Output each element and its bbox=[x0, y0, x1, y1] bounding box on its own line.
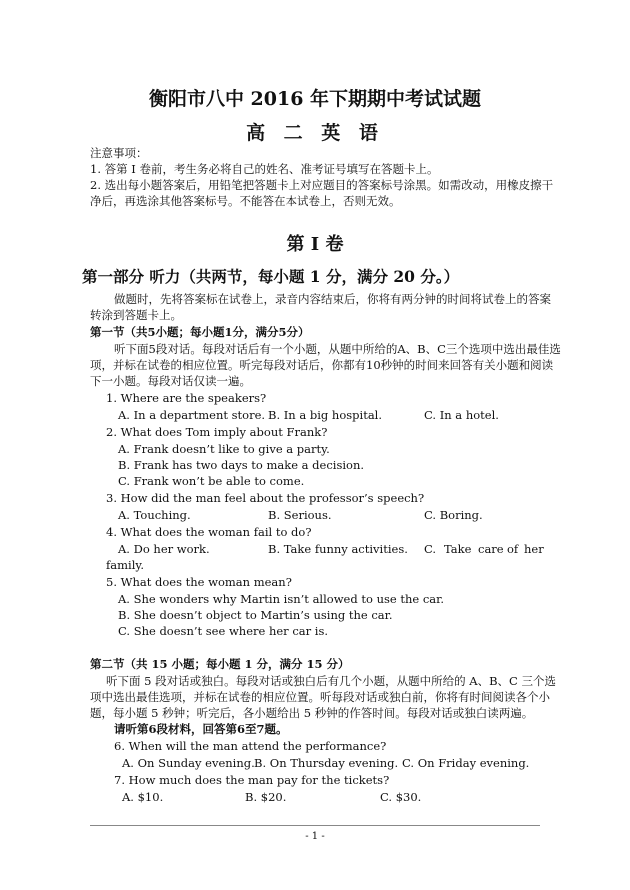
question-3-option-a: A. Touching. bbox=[118, 508, 191, 522]
part1-heading: 第一部分 听力（共两节，每小题 1 分，满分 20 分。） bbox=[82, 267, 460, 286]
question-7-option-b: B. $20. bbox=[245, 790, 287, 804]
question-3-option-b: B. Serious. bbox=[268, 508, 332, 522]
question-6-option-b: B. On Thursday evening. bbox=[254, 756, 399, 770]
question-1-option-a: A. In a department store. bbox=[118, 408, 266, 422]
question-7-option-c: C. $30. bbox=[380, 790, 422, 804]
section1-intro-line-3: 下一小题。每段对话仅读一遍。 bbox=[90, 374, 251, 388]
notice-heading: 注意事项： bbox=[90, 146, 148, 160]
footer-divider bbox=[90, 825, 540, 826]
question-4-option-c-word: of bbox=[507, 542, 519, 556]
section1-heading: 第一节（共5小题；每小题1分，满分5分） bbox=[90, 325, 310, 339]
question-6-option-a: A. On Sunday evening. bbox=[122, 756, 255, 770]
question-5-option-c: C. She doesn’t see where her car is. bbox=[118, 624, 329, 638]
question-1-option-c: C. In a hotel. bbox=[424, 408, 499, 422]
question-2-option-b: B. Frank has two days to make a decision. bbox=[118, 458, 365, 472]
question-2-option-c: C. Frank won’t be able to come. bbox=[118, 474, 305, 488]
question-4: 4. What does the woman fail to do? bbox=[106, 525, 312, 539]
section2-intro-line-2: 项中选出最佳选项，并标在试卷的相应位置。听每段对话或独白前，你将有时间阅读各个小 bbox=[90, 690, 550, 704]
question-1: 1. Where are the speakers? bbox=[106, 391, 267, 405]
question-4-option-a: A. Do her work. bbox=[118, 542, 210, 556]
question-4-option-c-word: care bbox=[478, 542, 504, 556]
exam-title: 衡阳市八中 2016 年下期期中考试试题 bbox=[148, 88, 482, 110]
question-5-option-a: A. She wonders why Martin isn’t allowed to use the car. bbox=[118, 592, 445, 606]
section2-intro-line-1: 听下面 5 段对话或独白。每段对话或独白后有几个小题，从题中所给的 A、B、C 三个选 bbox=[106, 674, 556, 688]
question-5: 5. What does the woman mean? bbox=[106, 575, 292, 589]
question-3-option-c: C. Boring. bbox=[424, 508, 483, 522]
question-7-option-a: A. $10. bbox=[122, 790, 164, 804]
part1-intro-line-1: 做题时，先将答案标在试卷上，录音内容结束后，你将有两分钟的时间将试卷上的答案 bbox=[114, 292, 551, 306]
volume-heading: 第 I 卷 bbox=[286, 234, 344, 255]
question-1-option-b: B. In a big hospital. bbox=[268, 408, 383, 422]
section1-intro-line-1: 听下面5段对话。每段对话后有一个小题，从题中所给的A、B、C三个选项中选出最佳选 bbox=[114, 342, 561, 356]
notice-item-1: 1. 答第 I 卷前，考生务必将自己的姓名、准考证号填写在答题卡上。 bbox=[90, 162, 439, 176]
section1-intro-line-2: 项，并标在试卷的相应位置。听完每段对话后，你都有10秒钟的时间来回答有关小题和阅读 bbox=[90, 358, 554, 372]
question-2-option-a: A. Frank doesn’t like to give a party. bbox=[118, 442, 330, 456]
question-4-option-c-continued: family. bbox=[106, 558, 144, 572]
question-4-option-c-word: her bbox=[524, 542, 544, 556]
question-4-option-c-word: Take bbox=[444, 542, 472, 556]
question-2: 2. What does Tom imply about Frank? bbox=[106, 425, 328, 439]
question-4-option-c-letter: C. bbox=[424, 542, 437, 556]
exam-subject: 高 二 英 语 bbox=[246, 122, 384, 144]
question-5-option-b: B. She doesn’t object to Martin’s using the car. bbox=[118, 608, 393, 622]
question-7: 7. How much does the man pay for the tickets? bbox=[114, 773, 390, 787]
section2-material-instruction: 请听第6段材料，回答第6至7题。 bbox=[114, 722, 288, 736]
notice-item-2-line-2: 净后，再选涂其他答案标号。不能答在本试卷上，否则无效。 bbox=[90, 194, 401, 208]
question-3: 3. How did the man feel about the professor’s speech? bbox=[106, 491, 425, 505]
notice-item-2-line-1: 2. 选出每小题答案后，用铅笔把答题卡上对应题目的答案标号涂黑。如需改动，用橡皮擦干 bbox=[90, 178, 554, 192]
question-4-option-b: B. Take funny activities. bbox=[268, 542, 408, 556]
page-number: - 1 - bbox=[305, 831, 325, 842]
question-6-option-c: C. On Friday evening. bbox=[402, 756, 530, 770]
part1-intro-line-2: 转涂到答题卡上。 bbox=[90, 308, 182, 322]
section2-heading: 第二节（共 15 小题；每小题 1 分，满分 15 分） bbox=[90, 657, 350, 671]
section2-intro-line-3: 题，每小题 5 秒钟；听完后，各小题给出 5 秒钟的作答时间。每段对话或独白读两遍。 bbox=[90, 706, 534, 720]
question-6: 6. When will the man attend the performance? bbox=[114, 739, 387, 753]
